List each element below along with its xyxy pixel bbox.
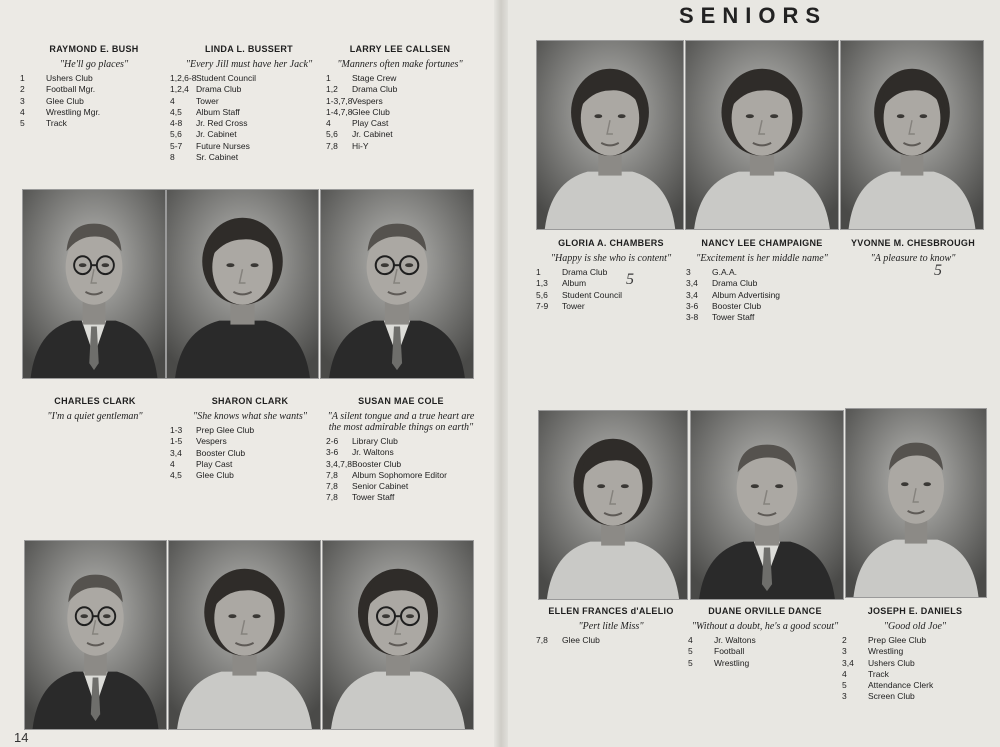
activity-list [170,73,328,163]
student-quote: "I'm a quiet gentleman" [47,411,143,422]
portrait-charles-clark [22,189,166,379]
activity-years: 1 [326,73,331,83]
student-name: NANCY LEE CHAMPAIGNE [701,238,823,248]
portrait-joseph-e-daniels [845,408,987,598]
activity-name: Tower [562,300,585,311]
activity-years: 1-3,7,8 [326,95,353,106]
activity-row [842,680,988,691]
portrait-susan-mae-cole [320,189,474,379]
activity-name: Album Sophomore Editor [352,469,447,480]
student-entry [842,606,988,703]
activity-years: 3 [686,267,691,277]
student-quote: "Every Jill must have her Jack" [185,59,313,70]
activity-row [842,646,988,657]
activity-name: Tower Staff [352,492,395,503]
activity-row [326,470,476,481]
activity-row [20,107,168,118]
activity-row [326,447,476,458]
activity-years: 4 [842,668,847,679]
student-entry [536,238,686,312]
activity-years: 3,4 [842,657,854,668]
activity-list [536,635,686,646]
activity-name: Student Council [196,73,257,83]
activity-years: 7,8 [536,635,548,645]
activity-years: 7-9 [536,300,549,311]
activity-row [170,459,330,470]
activity-name: Track [868,668,889,679]
portrait-photo [846,409,986,597]
student-entry [536,606,686,646]
activity-row [536,278,686,289]
student-entry [20,44,168,129]
activity-name: Ushers Club [46,73,93,83]
activity-years: 2 [842,635,847,645]
activity-name: Jr. Cabinet [352,129,393,140]
activity-name: Jr. Waltons [714,635,756,645]
activity-row [170,436,330,447]
activity-list [842,635,988,703]
activity-name: Booster Club [196,447,246,458]
activity-row [170,107,328,118]
activity-years: 3-6 [686,300,699,311]
portrait-photo [23,190,165,378]
activity-years: 1-3 [170,425,183,435]
activity-name: Album Staff [196,106,240,117]
portrait-nancy-lee-champaigne [685,40,839,230]
activity-name: Glee Club [562,635,600,645]
activity-years: 1,2 [326,84,338,95]
activity-years: 3 [842,646,847,657]
portrait-photo [167,190,318,378]
activity-years: 2 [20,84,25,95]
activity-row [686,312,838,323]
activity-years: 8 [170,152,175,163]
student-entry [170,44,328,163]
activity-name: Jr. Cabinet [196,129,237,140]
activity-row [686,290,838,301]
activity-years: 1 [20,73,25,83]
student-name: CHARLES CLARK [54,396,136,406]
handwritten-mark: 5 [934,262,942,279]
activity-years: 4,5 [170,470,182,481]
activity-name: Album Advertising [712,289,781,300]
activity-name: Stage Crew [352,73,397,83]
student-name: DUANE ORVILLE DANCE [708,606,822,616]
activity-row [326,459,476,470]
activity-row [688,658,842,669]
student-quote: "Good old Joe" [883,621,947,632]
activity-row [842,658,988,669]
activity-name: Track [46,118,67,129]
activity-name: Wrestling [714,657,750,668]
activity-name: Glee Club [352,106,390,117]
activity-row [326,96,474,107]
activity-row [20,84,168,95]
activity-name: Hi-Y [352,140,369,151]
student-quote: "He'll go places" [59,59,129,70]
activity-years: 3 [842,691,847,702]
portrait-photo [25,541,166,729]
activity-row [326,492,476,503]
activity-row [686,267,838,278]
activity-years: 5 [20,118,25,129]
activity-name: Sr. Cabinet [196,152,239,163]
page-number: 14 [14,730,29,745]
activity-row [170,425,330,436]
activity-years: 5,6 [536,289,548,300]
portrait-photo [323,541,473,729]
portrait-gloria-a-chambers [536,40,684,230]
student-quote: "Happy is she who is content" [550,253,672,264]
activity-years: 1 [536,267,541,277]
student-name: RAYMOND E. BUSH [49,44,139,54]
activity-name: Booster Club [712,300,762,311]
activity-name: G.A.A. [712,267,738,277]
activity-row [326,436,476,447]
activity-years: 7,8 [326,492,338,503]
activity-name: Wrestling Mgr. [46,106,101,117]
student-name: SHARON CLARK [211,396,289,406]
activity-row [326,73,474,84]
activity-row [170,470,330,481]
portrait-linda-l-bussert [168,540,321,730]
activity-list [688,635,842,669]
portrait-sharon-clark [166,189,319,379]
student-name: LINDA L. BUSSERT [205,44,293,54]
student-quote: "Manners often make fortunes" [337,59,463,70]
portrait-photo [686,41,838,229]
portrait-ellen-frances-dalelio [538,410,688,600]
student-entry [688,606,842,669]
activity-row [170,73,328,84]
section-title: SENIORS [679,3,828,28]
student-quote: "She knows what she wants" [193,411,307,422]
activity-row [170,118,328,129]
student-entry [20,396,170,422]
portrait-photo [537,41,683,229]
activity-row [842,669,988,680]
activity-name: Prep Glee Club [868,635,927,645]
activity-years: 4 [688,635,693,645]
activity-list [536,267,686,312]
handwritten-mark: 5 [626,271,634,288]
activity-years: 3,4 [686,278,698,289]
activity-years: 5,6 [170,129,182,140]
activity-name: Jr. Red Cross [196,118,248,129]
activity-years: 3 [20,95,25,106]
student-name: YVONNE M. CHESBROUGH [850,238,975,248]
activity-years: 3,4 [170,447,182,458]
activity-name: Screen Club [868,691,915,702]
activity-name: Tower [196,95,219,106]
activity-name: Glee Club [46,95,84,106]
activity-name: Library Club [352,436,398,446]
activity-row [842,691,988,702]
portrait-photo [169,541,320,729]
activity-row [170,96,328,107]
student-name: LARRY LEE CALLSEN [349,44,451,54]
student-name: JOSEPH E. DANIELS [867,606,963,616]
activity-years: 1,2,4 [170,84,189,95]
activity-years: 7,8 [326,140,338,151]
activity-years: 4 [326,118,331,129]
activity-name: Drama Club [562,267,608,277]
activity-name: Vespers [196,436,227,447]
activity-years: 5,6 [326,129,338,140]
activity-list [170,425,330,481]
student-entry [840,238,986,264]
activity-years: 7,8 [326,469,338,480]
activity-name: Wrestling [868,646,904,657]
activity-row [536,301,686,312]
activity-list [686,267,838,323]
activity-years: 4,5 [170,106,182,117]
activity-row [20,96,168,107]
activity-row [536,635,686,646]
activity-row [686,301,838,312]
activity-years: 1,2,6-8 [170,73,197,83]
activity-years: 4 [170,458,175,469]
activity-name: Future Nurses [196,140,250,151]
activity-row [20,118,168,129]
activity-row [326,84,474,95]
student-quote: "A pleasure to know" [870,253,956,264]
activity-years: 4 [170,95,175,106]
activity-row [20,73,168,84]
activity-name: Ushers Club [868,657,915,668]
activity-row [326,118,474,129]
activity-years: 5 [688,646,693,657]
activity-years: 3-6 [326,447,339,458]
activity-name: Booster Club [352,458,402,469]
activity-row [326,481,476,492]
activity-name: Attendance Clerk [868,680,934,691]
activity-name: Football [714,646,745,657]
activity-row [688,635,842,646]
activity-list [326,73,474,152]
activity-row [326,129,474,140]
activity-name: Vespers [352,95,383,106]
activity-name: Drama Club [712,278,758,289]
activity-years: 3,4,7,8 [326,458,352,469]
activity-list [20,73,168,129]
activity-list [326,436,476,504]
activity-years: 2-6 [326,436,339,446]
student-entry [326,396,476,504]
activity-years: 1-4,7,8 [326,106,353,117]
activity-row [326,141,474,152]
activity-years: 3-8 [686,312,699,323]
activity-years: 5 [688,657,693,668]
student-name: SUSAN MAE COLE [358,396,444,406]
activity-years: 5 [842,680,847,691]
activity-name: Play Cast [352,118,389,129]
activity-row [536,290,686,301]
activity-row [326,107,474,118]
activity-name: Football Mgr. [46,84,96,95]
activity-name: Drama Club [352,84,398,95]
student-entry [686,238,838,323]
student-quote: "Excitement is her middle name" [696,253,828,264]
activity-name: Senior Cabinet [352,481,409,492]
activity-row [842,635,988,646]
portrait-photo [321,190,473,378]
student-entry [170,396,330,481]
activity-years: 7,8 [326,481,338,492]
student-name: ELLEN FRANCES d'ALELIO [548,606,674,616]
book-gutter [494,0,508,747]
activity-row [686,278,838,289]
student-entry [326,44,474,152]
portrait-duane-orville-dance [690,410,844,600]
portrait-photo [841,41,983,229]
activity-row [170,129,328,140]
activity-years: 4 [20,106,25,117]
student-quote: "A silent tongue and a true heart are the most admirable things on earth" [327,411,475,433]
portrait-raymond-e-bush [24,540,167,730]
activity-name: Tower Staff [712,312,755,323]
portrait-larry-lee-callsen [322,540,474,730]
activity-row [170,448,330,459]
portrait-photo [539,411,687,599]
activity-years: 3,4 [686,289,698,300]
activity-name: Student Council [562,289,623,300]
activity-name: Jr. Waltons [352,447,394,458]
activity-row [170,141,328,152]
activity-years: 4-8 [170,118,183,129]
activity-years: 1-5 [170,436,183,447]
activity-name: Drama Club [196,84,242,95]
student-quote: "Without a doubt, he's a good scout" [691,621,839,632]
activity-name: Album [562,278,587,289]
activity-row [688,646,842,657]
activity-name: Play Cast [196,458,233,469]
activity-name: Glee Club [196,470,234,481]
activity-years: 5-7 [170,140,183,151]
student-quote: "Pert litle Miss" [578,621,644,632]
activity-row [170,152,328,163]
activity-years: 1,3 [536,278,548,289]
portrait-yvonne-m-chesbrough [840,40,984,230]
activity-name: Prep Glee Club [196,425,255,435]
student-name: GLORIA A. CHAMBERS [558,238,664,248]
activity-row [170,84,328,95]
portrait-photo [691,411,843,599]
activity-row [536,267,686,278]
